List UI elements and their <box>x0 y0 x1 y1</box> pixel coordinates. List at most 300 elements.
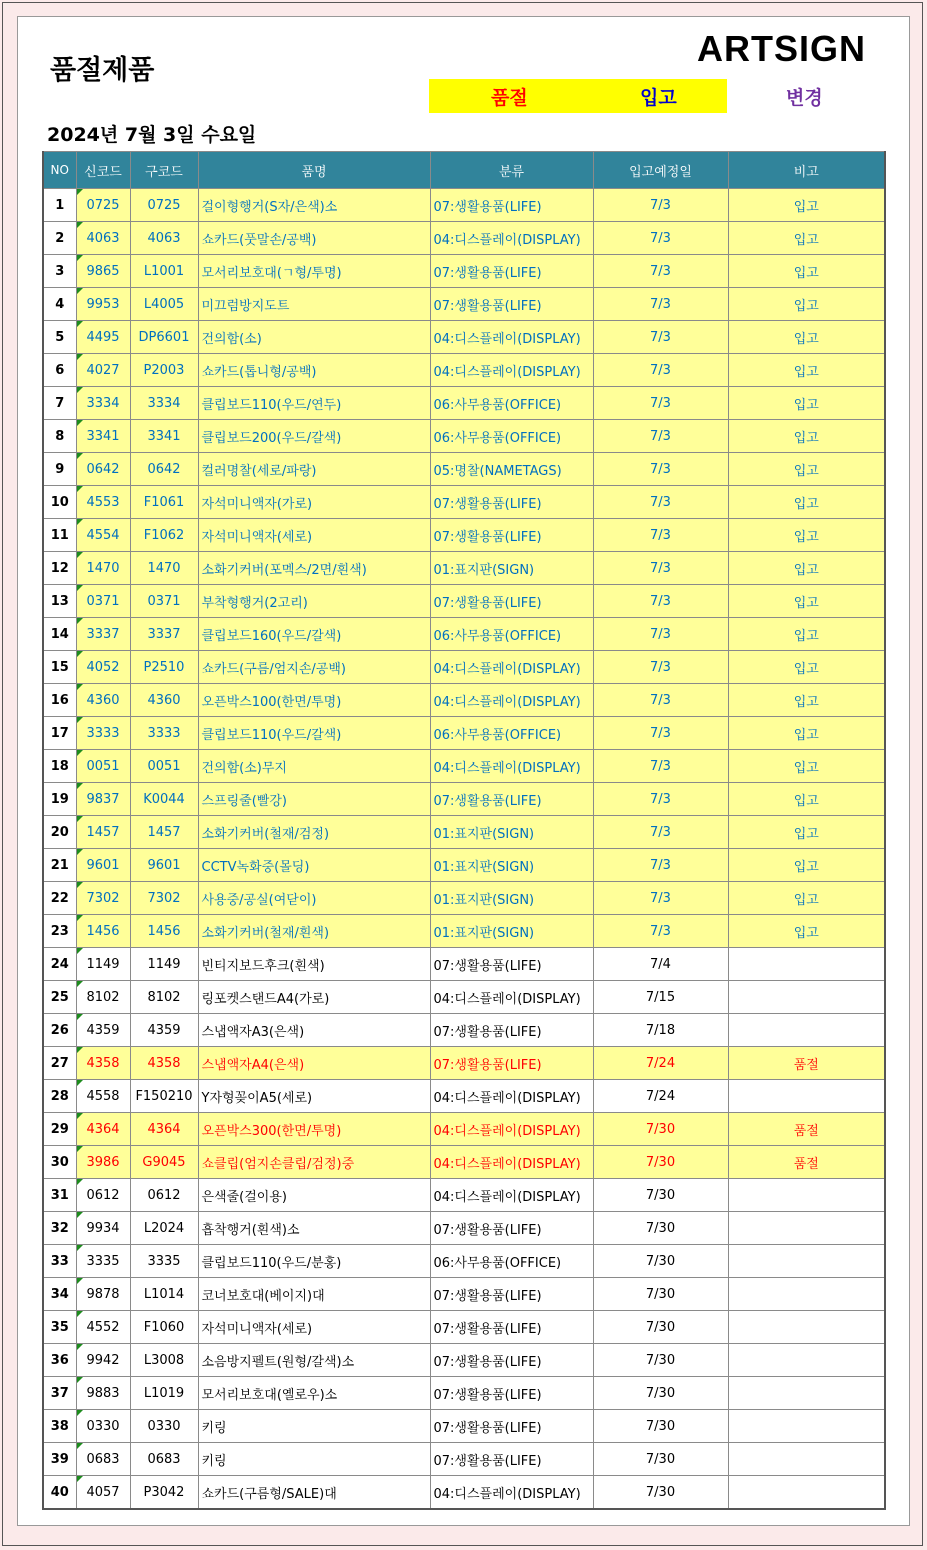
cell-no[interactable]: 28 <box>43 1080 76 1113</box>
cell-category[interactable]: 04:디스플레이(DISPLAY) <box>430 1146 593 1179</box>
cell-arrival-date[interactable]: 7/3 <box>593 387 728 420</box>
cell-no[interactable]: 12 <box>43 552 76 585</box>
cell-product-name[interactable]: 빈티지보드후크(흰색) <box>198 948 430 981</box>
cell-new-code[interactable]: 7302 <box>76 882 130 915</box>
cell-arrival-date[interactable]: 7/3 <box>593 519 728 552</box>
cell-product-name[interactable]: 미끄럼방지도트 <box>198 288 430 321</box>
cell-old-code[interactable]: 4364 <box>130 1113 198 1146</box>
cell-old-code[interactable]: 0725 <box>130 189 198 222</box>
cell-arrival-date[interactable]: 7/3 <box>593 486 728 519</box>
table-row[interactable] <box>43 717 885 750</box>
cell-category[interactable]: 07:생활용품(LIFE) <box>430 1344 593 1377</box>
cell-no[interactable]: 3 <box>43 255 76 288</box>
cell-category[interactable]: 07:생활용품(LIFE) <box>430 486 593 519</box>
cell-note[interactable]: 입고 <box>728 849 885 882</box>
table-row[interactable] <box>43 321 885 354</box>
cell-category[interactable]: 07:생활용품(LIFE) <box>430 1047 593 1080</box>
cell-product-name[interactable]: 소화기커버(포멕스/2면/흰색) <box>198 552 430 585</box>
cell-product-name[interactable]: 쇼카드(구름형/SALE)대 <box>198 1476 430 1510</box>
cell-no[interactable]: 16 <box>43 684 76 717</box>
cell-category[interactable]: 04:디스플레이(DISPLAY) <box>430 1179 593 1212</box>
cell-arrival-date[interactable]: 7/3 <box>593 255 728 288</box>
table-row[interactable] <box>43 981 885 1014</box>
cell-product-name[interactable]: 건의함(소)무지 <box>198 750 430 783</box>
cell-new-code[interactable]: 4495 <box>76 321 130 354</box>
cell-no[interactable]: 39 <box>43 1443 76 1476</box>
cell-product-name[interactable]: 키링 <box>198 1410 430 1443</box>
cell-new-code[interactable]: 4063 <box>76 222 130 255</box>
cell-new-code[interactable]: 0725 <box>76 189 130 222</box>
cell-category[interactable]: 04:디스플레이(DISPLAY) <box>430 1080 593 1113</box>
table-row[interactable] <box>43 948 885 981</box>
table-row[interactable] <box>43 684 885 717</box>
cell-note[interactable] <box>728 1410 885 1443</box>
cell-new-code[interactable]: 4358 <box>76 1047 130 1080</box>
cell-no[interactable]: 27 <box>43 1047 76 1080</box>
cell-new-code[interactable]: 3334 <box>76 387 130 420</box>
cell-arrival-date[interactable]: 7/30 <box>593 1311 728 1344</box>
cell-old-code[interactable]: F150210 <box>130 1080 198 1113</box>
cell-note[interactable]: 입고 <box>728 783 885 816</box>
cell-no[interactable]: 29 <box>43 1113 76 1146</box>
cell-new-code[interactable]: 1149 <box>76 948 130 981</box>
cell-product-name[interactable]: 쇼카드(톱니형/공백) <box>198 354 430 387</box>
table-row[interactable] <box>43 882 885 915</box>
cell-product-name[interactable]: 코너보호대(베이지)대 <box>198 1278 430 1311</box>
cell-note[interactable] <box>728 1377 885 1410</box>
cell-no[interactable]: 5 <box>43 321 76 354</box>
cell-no[interactable]: 4 <box>43 288 76 321</box>
cell-product-name[interactable]: 클립보드110(우드/연두) <box>198 387 430 420</box>
cell-note[interactable]: 품절 <box>728 1047 885 1080</box>
cell-old-code[interactable]: L1019 <box>130 1377 198 1410</box>
cell-category[interactable]: 04:디스플레이(DISPLAY) <box>430 750 593 783</box>
cell-category[interactable]: 06:사무용품(OFFICE) <box>430 1245 593 1278</box>
cell-product-name[interactable]: 자석미니액자(세로) <box>198 519 430 552</box>
cell-old-code[interactable]: 1470 <box>130 552 198 585</box>
cell-arrival-date[interactable]: 7/3 <box>593 321 728 354</box>
table-row[interactable] <box>43 1344 885 1377</box>
cell-no[interactable]: 36 <box>43 1344 76 1377</box>
table-row[interactable] <box>43 519 885 552</box>
cell-no[interactable]: 37 <box>43 1377 76 1410</box>
cell-arrival-date[interactable]: 7/3 <box>593 684 728 717</box>
cell-new-code[interactable]: 8102 <box>76 981 130 1014</box>
cell-note[interactable] <box>728 981 885 1014</box>
cell-old-code[interactable]: DP6601 <box>130 321 198 354</box>
cell-note[interactable]: 입고 <box>728 585 885 618</box>
cell-new-code[interactable]: 3337 <box>76 618 130 651</box>
cell-arrival-date[interactable]: 7/30 <box>593 1212 728 1245</box>
cell-category[interactable]: 07:생활용품(LIFE) <box>430 585 593 618</box>
cell-new-code[interactable]: 4360 <box>76 684 130 717</box>
cell-note[interactable]: 입고 <box>728 321 885 354</box>
cell-no[interactable]: 13 <box>43 585 76 618</box>
cell-old-code[interactable]: 3335 <box>130 1245 198 1278</box>
table-row[interactable] <box>43 1014 885 1047</box>
cell-old-code[interactable]: L3008 <box>130 1344 198 1377</box>
table-row[interactable] <box>43 354 885 387</box>
cell-product-name[interactable]: 소화기커버(철재/검정) <box>198 816 430 849</box>
cell-new-code[interactable]: 0051 <box>76 750 130 783</box>
cell-arrival-date[interactable]: 7/30 <box>593 1113 728 1146</box>
cell-old-code[interactable]: L1014 <box>130 1278 198 1311</box>
cell-category[interactable]: 07:생활용품(LIFE) <box>430 1278 593 1311</box>
cell-no[interactable]: 38 <box>43 1410 76 1443</box>
cell-arrival-date[interactable]: 7/3 <box>593 288 728 321</box>
cell-old-code[interactable]: 3341 <box>130 420 198 453</box>
cell-category[interactable]: 01:표지판(SIGN) <box>430 915 593 948</box>
cell-new-code[interactable]: 4364 <box>76 1113 130 1146</box>
table-row[interactable] <box>43 1212 885 1245</box>
table-row[interactable] <box>43 1410 885 1443</box>
cell-old-code[interactable]: 9601 <box>130 849 198 882</box>
cell-old-code[interactable]: 4063 <box>130 222 198 255</box>
cell-no[interactable]: 8 <box>43 420 76 453</box>
cell-old-code[interactable]: 3333 <box>130 717 198 750</box>
cell-no[interactable]: 31 <box>43 1179 76 1212</box>
cell-old-code[interactable]: G9045 <box>130 1146 198 1179</box>
cell-new-code[interactable]: 9934 <box>76 1212 130 1245</box>
cell-old-code[interactable]: L4005 <box>130 288 198 321</box>
cell-category[interactable]: 07:생활용품(LIFE) <box>430 1311 593 1344</box>
cell-note[interactable]: 입고 <box>728 618 885 651</box>
cell-new-code[interactable]: 4027 <box>76 354 130 387</box>
cell-product-name[interactable]: Y자형꽂이A5(세로) <box>198 1080 430 1113</box>
cell-old-code[interactable]: 0371 <box>130 585 198 618</box>
cell-no[interactable]: 7 <box>43 387 76 420</box>
cell-product-name[interactable]: 오픈박스300(한면/투명) <box>198 1113 430 1146</box>
cell-new-code[interactable]: 9601 <box>76 849 130 882</box>
cell-category[interactable]: 06:사무용품(OFFICE) <box>430 420 593 453</box>
cell-no[interactable]: 18 <box>43 750 76 783</box>
table-row[interactable] <box>43 1146 885 1179</box>
table-row[interactable] <box>43 585 885 618</box>
table-row[interactable] <box>43 189 885 222</box>
cell-old-code[interactable]: L1001 <box>130 255 198 288</box>
cell-arrival-date[interactable]: 7/3 <box>593 222 728 255</box>
table-row[interactable] <box>43 1080 885 1113</box>
cell-new-code[interactable]: 3986 <box>76 1146 130 1179</box>
cell-arrival-date[interactable]: 7/30 <box>593 1377 728 1410</box>
cell-note[interactable] <box>728 1311 885 1344</box>
table-row[interactable] <box>43 288 885 321</box>
cell-old-code[interactable]: 0051 <box>130 750 198 783</box>
cell-note[interactable]: 입고 <box>728 684 885 717</box>
cell-note[interactable] <box>728 1476 885 1510</box>
cell-arrival-date[interactable]: 7/3 <box>593 717 728 750</box>
cell-old-code[interactable]: L2024 <box>130 1212 198 1245</box>
cell-no[interactable]: 30 <box>43 1146 76 1179</box>
cell-new-code[interactable]: 4552 <box>76 1311 130 1344</box>
cell-new-code[interactable]: 0642 <box>76 453 130 486</box>
table-row[interactable] <box>43 1047 885 1080</box>
cell-no[interactable]: 25 <box>43 981 76 1014</box>
table-row[interactable] <box>43 1245 885 1278</box>
cell-no[interactable]: 40 <box>43 1476 76 1510</box>
table-row[interactable] <box>43 1113 885 1146</box>
cell-arrival-date[interactable]: 7/3 <box>593 750 728 783</box>
cell-new-code[interactable]: 0612 <box>76 1179 130 1212</box>
cell-product-name[interactable]: 쇼클립(엄지손클립/검정)중 <box>198 1146 430 1179</box>
cell-arrival-date[interactable]: 7/3 <box>593 453 728 486</box>
cell-old-code[interactable]: 0330 <box>130 1410 198 1443</box>
cell-category[interactable]: 01:표지판(SIGN) <box>430 882 593 915</box>
cell-note[interactable] <box>728 1080 885 1113</box>
cell-no[interactable]: 14 <box>43 618 76 651</box>
cell-category[interactable]: 04:디스플레이(DISPLAY) <box>430 651 593 684</box>
table-row[interactable] <box>43 651 885 684</box>
cell-arrival-date[interactable]: 7/3 <box>593 552 728 585</box>
cell-category[interactable]: 07:생활용품(LIFE) <box>430 1443 593 1476</box>
cell-arrival-date[interactable]: 7/3 <box>593 882 728 915</box>
cell-product-name[interactable]: 모서리보호대(ㄱ형/투명) <box>198 255 430 288</box>
cell-old-code[interactable]: 3337 <box>130 618 198 651</box>
cell-arrival-date[interactable]: 7/30 <box>593 1344 728 1377</box>
cell-no[interactable]: 15 <box>43 651 76 684</box>
cell-note[interactable] <box>728 1278 885 1311</box>
table-row[interactable] <box>43 816 885 849</box>
cell-note[interactable]: 입고 <box>728 915 885 948</box>
cell-category[interactable]: 04:디스플레이(DISPLAY) <box>430 1113 593 1146</box>
cell-arrival-date[interactable]: 7/3 <box>593 585 728 618</box>
cell-note[interactable] <box>728 1344 885 1377</box>
table-row[interactable] <box>43 1311 885 1344</box>
table-row[interactable] <box>43 486 885 519</box>
cell-product-name[interactable]: 클립보드110(우드/갈색) <box>198 717 430 750</box>
cell-old-code[interactable]: 4360 <box>130 684 198 717</box>
cell-new-code[interactable]: 1470 <box>76 552 130 585</box>
cell-no[interactable]: 9 <box>43 453 76 486</box>
cell-note[interactable]: 입고 <box>728 387 885 420</box>
cell-arrival-date[interactable]: 7/18 <box>593 1014 728 1047</box>
cell-arrival-date[interactable]: 7/3 <box>593 189 728 222</box>
cell-old-code[interactable]: F1062 <box>130 519 198 552</box>
cell-old-code[interactable]: 1456 <box>130 915 198 948</box>
cell-product-name[interactable]: 흡착행거(흰색)소 <box>198 1212 430 1245</box>
cell-category[interactable]: 01:표지판(SIGN) <box>430 552 593 585</box>
cell-arrival-date[interactable]: 7/3 <box>593 816 728 849</box>
cell-product-name[interactable]: 컬러명찰(세로/파랑) <box>198 453 430 486</box>
table-row[interactable] <box>43 453 885 486</box>
cell-new-code[interactable]: 3335 <box>76 1245 130 1278</box>
cell-no[interactable]: 24 <box>43 948 76 981</box>
table-row[interactable] <box>43 387 885 420</box>
cell-note[interactable]: 품절 <box>728 1146 885 1179</box>
cell-note[interactable]: 입고 <box>728 222 885 255</box>
table-row[interactable] <box>43 1443 885 1476</box>
cell-new-code[interactable]: 9953 <box>76 288 130 321</box>
cell-old-code[interactable]: 3334 <box>130 387 198 420</box>
cell-category[interactable]: 07:생활용품(LIFE) <box>430 1212 593 1245</box>
cell-old-code[interactable]: 0642 <box>130 453 198 486</box>
cell-note[interactable]: 입고 <box>728 354 885 387</box>
cell-category[interactable]: 06:사무용품(OFFICE) <box>430 717 593 750</box>
cell-new-code[interactable]: 9883 <box>76 1377 130 1410</box>
cell-arrival-date[interactable]: 7/30 <box>593 1146 728 1179</box>
cell-arrival-date[interactable]: 7/24 <box>593 1047 728 1080</box>
cell-category[interactable]: 04:디스플레이(DISPLAY) <box>430 981 593 1014</box>
cell-no[interactable]: 11 <box>43 519 76 552</box>
cell-new-code[interactable]: 9837 <box>76 783 130 816</box>
cell-product-name[interactable]: 스냅액자A4(은색) <box>198 1047 430 1080</box>
cell-old-code[interactable]: 4358 <box>130 1047 198 1080</box>
table-row[interactable] <box>43 618 885 651</box>
table-row[interactable] <box>43 1278 885 1311</box>
cell-old-code[interactable]: 4359 <box>130 1014 198 1047</box>
cell-product-name[interactable]: 자석미니액자(가로) <box>198 486 430 519</box>
cell-arrival-date[interactable]: 7/30 <box>593 1245 728 1278</box>
cell-product-name[interactable]: 스냅액자A3(은색) <box>198 1014 430 1047</box>
cell-note[interactable]: 입고 <box>728 189 885 222</box>
cell-product-name[interactable]: 자석미니액자(세로) <box>198 1311 430 1344</box>
cell-no[interactable]: 32 <box>43 1212 76 1245</box>
cell-old-code[interactable]: 1149 <box>130 948 198 981</box>
table-row[interactable] <box>43 222 885 255</box>
cell-new-code[interactable]: 0330 <box>76 1410 130 1443</box>
cell-no[interactable]: 23 <box>43 915 76 948</box>
cell-product-name[interactable]: 키링 <box>198 1443 430 1476</box>
cell-arrival-date[interactable]: 7/30 <box>593 1410 728 1443</box>
cell-note[interactable]: 입고 <box>728 519 885 552</box>
cell-no[interactable]: 19 <box>43 783 76 816</box>
cell-product-name[interactable]: 클립보드160(우드/갈색) <box>198 618 430 651</box>
cell-arrival-date[interactable]: 7/3 <box>593 618 728 651</box>
cell-no[interactable]: 6 <box>43 354 76 387</box>
cell-product-name[interactable]: CCTV녹화중(몰딩) <box>198 849 430 882</box>
table-row[interactable] <box>43 915 885 948</box>
cell-arrival-date[interactable]: 7/3 <box>593 354 728 387</box>
cell-arrival-date[interactable]: 7/30 <box>593 1476 728 1510</box>
cell-note[interactable] <box>728 1443 885 1476</box>
cell-new-code[interactable]: 9865 <box>76 255 130 288</box>
cell-category[interactable]: 07:생활용품(LIFE) <box>430 288 593 321</box>
cell-new-code[interactable]: 4554 <box>76 519 130 552</box>
cell-no[interactable]: 26 <box>43 1014 76 1047</box>
cell-product-name[interactable]: 쇼카드(풋말손/공백) <box>198 222 430 255</box>
cell-note[interactable] <box>728 1179 885 1212</box>
cell-note[interactable]: 입고 <box>728 288 885 321</box>
cell-category[interactable]: 07:생활용품(LIFE) <box>430 1014 593 1047</box>
cell-product-name[interactable]: 클립보드110(우드/분홍) <box>198 1245 430 1278</box>
cell-no[interactable]: 35 <box>43 1311 76 1344</box>
cell-arrival-date[interactable]: 7/3 <box>593 849 728 882</box>
cell-arrival-date[interactable]: 7/30 <box>593 1443 728 1476</box>
cell-old-code[interactable]: P3042 <box>130 1476 198 1510</box>
table-row[interactable] <box>43 420 885 453</box>
cell-new-code[interactable]: 9942 <box>76 1344 130 1377</box>
cell-category[interactable]: 04:디스플레이(DISPLAY) <box>430 222 593 255</box>
cell-new-code[interactable]: 3341 <box>76 420 130 453</box>
cell-new-code[interactable]: 9878 <box>76 1278 130 1311</box>
table-row[interactable] <box>43 255 885 288</box>
cell-note[interactable]: 품절 <box>728 1113 885 1146</box>
cell-new-code[interactable]: 4553 <box>76 486 130 519</box>
cell-new-code[interactable]: 1457 <box>76 816 130 849</box>
cell-product-name[interactable]: 은색줄(걸이용) <box>198 1179 430 1212</box>
cell-new-code[interactable]: 0371 <box>76 585 130 618</box>
cell-old-code[interactable]: 8102 <box>130 981 198 1014</box>
cell-note[interactable]: 입고 <box>728 882 885 915</box>
cell-no[interactable]: 22 <box>43 882 76 915</box>
cell-category[interactable]: 07:생활용품(LIFE) <box>430 1377 593 1410</box>
cell-old-code[interactable]: P2510 <box>130 651 198 684</box>
cell-no[interactable]: 20 <box>43 816 76 849</box>
cell-old-code[interactable]: 7302 <box>130 882 198 915</box>
cell-arrival-date[interactable]: 7/3 <box>593 651 728 684</box>
cell-product-name[interactable]: 사용중/공실(여닫이) <box>198 882 430 915</box>
cell-category[interactable]: 01:표지판(SIGN) <box>430 816 593 849</box>
cell-product-name[interactable]: 클립보드200(우드/갈색) <box>198 420 430 453</box>
cell-product-name[interactable]: 모서리보호대(옐로우)소 <box>198 1377 430 1410</box>
cell-new-code[interactable]: 4052 <box>76 651 130 684</box>
cell-category[interactable]: 04:디스플레이(DISPLAY) <box>430 321 593 354</box>
cell-new-code[interactable]: 0683 <box>76 1443 130 1476</box>
cell-note[interactable]: 입고 <box>728 717 885 750</box>
cell-category[interactable]: 04:디스플레이(DISPLAY) <box>430 354 593 387</box>
cell-note[interactable] <box>728 1245 885 1278</box>
table-row[interactable] <box>43 1476 885 1510</box>
table-row[interactable] <box>43 783 885 816</box>
cell-category[interactable]: 07:생활용품(LIFE) <box>430 783 593 816</box>
cell-new-code[interactable]: 1456 <box>76 915 130 948</box>
cell-old-code[interactable]: F1061 <box>130 486 198 519</box>
cell-arrival-date[interactable]: 7/30 <box>593 1278 728 1311</box>
cell-old-code[interactable]: 1457 <box>130 816 198 849</box>
cell-note[interactable] <box>728 1212 885 1245</box>
cell-arrival-date[interactable]: 7/3 <box>593 915 728 948</box>
cell-no[interactable]: 1 <box>43 189 76 222</box>
cell-category[interactable]: 05:명찰(NAMETAGS) <box>430 453 593 486</box>
cell-no[interactable]: 17 <box>43 717 76 750</box>
cell-product-name[interactable]: 오픈박스100(한면/투명) <box>198 684 430 717</box>
table-row[interactable] <box>43 750 885 783</box>
cell-note[interactable]: 입고 <box>728 255 885 288</box>
cell-old-code[interactable]: P2003 <box>130 354 198 387</box>
cell-no[interactable]: 21 <box>43 849 76 882</box>
cell-category[interactable]: 07:생활용품(LIFE) <box>430 519 593 552</box>
cell-no[interactable]: 2 <box>43 222 76 255</box>
cell-product-name[interactable]: 소음방지펠트(원형/갈색)소 <box>198 1344 430 1377</box>
table-row[interactable] <box>43 1179 885 1212</box>
cell-arrival-date[interactable]: 7/3 <box>593 783 728 816</box>
cell-note[interactable] <box>728 1014 885 1047</box>
cell-arrival-date[interactable]: 7/15 <box>593 981 728 1014</box>
cell-arrival-date[interactable]: 7/3 <box>593 420 728 453</box>
cell-product-name[interactable]: 건의함(소) <box>198 321 430 354</box>
cell-note[interactable]: 입고 <box>728 420 885 453</box>
cell-category[interactable]: 04:디스플레이(DISPLAY) <box>430 1476 593 1510</box>
cell-product-name[interactable]: 스프링줄(빨강) <box>198 783 430 816</box>
cell-old-code[interactable]: 0612 <box>130 1179 198 1212</box>
cell-arrival-date[interactable]: 7/30 <box>593 1179 728 1212</box>
cell-no[interactable]: 33 <box>43 1245 76 1278</box>
cell-note[interactable]: 입고 <box>728 552 885 585</box>
cell-product-name[interactable]: 소화기커버(철재/흰색) <box>198 915 430 948</box>
table-row[interactable] <box>43 1377 885 1410</box>
cell-category[interactable]: 06:사무용품(OFFICE) <box>430 618 593 651</box>
cell-category[interactable]: 07:생활용품(LIFE) <box>430 255 593 288</box>
table-row[interactable] <box>43 849 885 882</box>
cell-product-name[interactable]: 부착형행거(2고리) <box>198 585 430 618</box>
cell-old-code[interactable]: F1060 <box>130 1311 198 1344</box>
cell-note[interactable] <box>728 948 885 981</box>
cell-product-name[interactable]: 걸이형행거(S자/은색)소 <box>198 189 430 222</box>
cell-old-code[interactable]: K0044 <box>130 783 198 816</box>
cell-note[interactable]: 입고 <box>728 651 885 684</box>
cell-new-code[interactable]: 3333 <box>76 717 130 750</box>
cell-no[interactable]: 34 <box>43 1278 76 1311</box>
